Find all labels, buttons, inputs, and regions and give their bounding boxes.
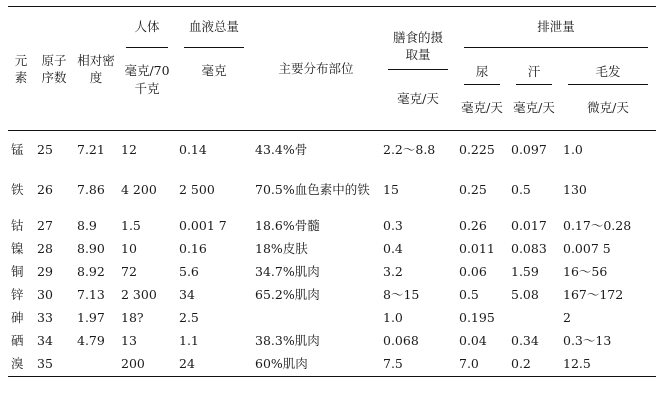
cell-atomic-number: 35 <box>37 355 53 371</box>
cell-urine: 0.225 <box>459 142 495 157</box>
cell-density: 7.13 <box>77 286 105 302</box>
cell-density: 8.9 <box>77 217 97 233</box>
header-excretion: 排泄量 <box>456 7 656 59</box>
cell-blood: 0.001 7 <box>179 217 227 233</box>
cell-sweat: 0.083 <box>511 240 547 256</box>
cell-atomic-number: 27 <box>37 217 53 233</box>
cell-element: 锰 <box>11 142 24 157</box>
cell-sweat: 0.5 <box>511 181 531 197</box>
cell-body: 1.5 <box>121 217 141 233</box>
cell-urine: 0.26 <box>459 217 487 233</box>
table-row <box>8 351 656 377</box>
cell-hair: 0.007 5 <box>563 240 611 256</box>
cell-sweat: 5.08 <box>511 286 539 302</box>
cell-atomic-number: 34 <box>37 332 53 348</box>
cell-distribution: 65.2%肌肉 <box>255 286 320 302</box>
cell-atomic-number: 33 <box>37 309 53 325</box>
cell-blood: 34 <box>179 286 195 302</box>
cell-body: 72 <box>121 263 137 279</box>
cell-element: 铜 <box>11 263 24 279</box>
cell-atomic-number: 26 <box>37 181 53 197</box>
unit-body: 毫克/70千克 <box>118 59 176 131</box>
cell-urine: 0.011 <box>459 240 495 256</box>
cell-density: 8.90 <box>77 240 105 256</box>
header-body: 人体 <box>118 7 176 59</box>
cell-atomic-number: 29 <box>37 263 53 279</box>
header-sweat: 汗 <box>508 59 560 85</box>
cell-sweat: 1.59 <box>511 263 539 279</box>
header-urine: 尿 <box>456 59 508 85</box>
cell-body: 2 300 <box>121 286 157 302</box>
cell-hair: 130 <box>563 181 587 197</box>
table-row <box>8 328 656 351</box>
cell-sweat: 0.34 <box>511 332 539 348</box>
cell-body: 13 <box>121 332 137 348</box>
table-row <box>8 131 656 177</box>
cell-urine: 0.195 <box>459 309 495 325</box>
cell-intake: 3.2 <box>383 263 403 279</box>
table-row <box>8 259 656 282</box>
cell-hair: 0.17～0.28 <box>563 217 632 233</box>
cell-urine: 0.5 <box>459 286 479 302</box>
cell-element: 硒 <box>11 332 24 348</box>
table-body <box>8 131 656 377</box>
cell-density: 4.79 <box>77 332 105 348</box>
cell-blood: 0.16 <box>179 240 207 256</box>
cell-distribution: 70.5%血色素中的铁 <box>255 181 370 197</box>
cell-sweat: 0.2 <box>511 355 531 371</box>
cell-intake: 1.0 <box>383 309 403 325</box>
cell-intake: 0.4 <box>383 240 403 256</box>
cell-distribution: 18.6%骨髓 <box>255 217 320 233</box>
cell-distribution <box>252 305 380 328</box>
unit-urine: 毫克/天 <box>456 85 508 131</box>
cell-blood: 2.5 <box>179 309 199 325</box>
cell-blood: 0.14 <box>179 142 207 157</box>
cell-element: 钴 <box>11 217 24 233</box>
cell-density: 8.92 <box>77 263 105 279</box>
cell-blood: 24 <box>179 355 195 371</box>
cell-distribution: 43.4%骨 <box>255 142 308 157</box>
cell-atomic-number: 30 <box>37 286 53 302</box>
cell-urine: 0.25 <box>459 181 487 197</box>
cell-hair: 167～172 <box>563 286 624 302</box>
cell-urine: 7.0 <box>459 355 479 371</box>
cell-hair: 16～56 <box>563 263 608 279</box>
cell-body: 10 <box>121 240 137 256</box>
cell-density <box>74 351 118 377</box>
trace-element-table <box>8 6 656 377</box>
cell-hair: 2 <box>563 309 571 325</box>
cell-distribution: 18%皮肤 <box>255 240 308 256</box>
cell-distribution: 34.7%肌肉 <box>255 263 320 279</box>
cell-hair: 0.3～13 <box>563 332 612 348</box>
cell-element: 砷 <box>11 309 24 325</box>
cell-body: 12 <box>121 142 137 157</box>
cell-element: 锌 <box>11 286 24 302</box>
header-relative-density: 相对密度 <box>74 7 118 131</box>
cell-hair: 12.5 <box>563 355 591 371</box>
table-row <box>8 282 656 305</box>
header-hair: 毛发 <box>560 59 656 85</box>
cell-urine: 0.06 <box>459 263 487 279</box>
table-row <box>8 305 656 328</box>
unit-intake: 毫克/天 <box>380 85 456 131</box>
header-atomic-number: 原子序数 <box>34 7 74 131</box>
header-element: 元素 <box>8 7 34 131</box>
table-header <box>8 7 656 131</box>
cell-intake: 0.3 <box>383 217 403 233</box>
cell-sweat <box>508 305 560 328</box>
cell-sweat: 0.017 <box>511 217 547 233</box>
cell-intake: 15 <box>383 181 399 197</box>
cell-body: 18? <box>121 309 144 325</box>
cell-atomic-number: 28 <box>37 240 53 256</box>
cell-distribution: 38.3%肌肉 <box>255 332 320 348</box>
header-main-distribution: 主要分布部位 <box>252 7 380 131</box>
cell-density: 7.86 <box>77 181 105 197</box>
unit-hair: 微克/天 <box>560 85 656 131</box>
cell-intake: 2.2～8.8 <box>383 142 436 157</box>
cell-hair: 1.0 <box>563 142 583 157</box>
table-row <box>8 236 656 259</box>
cell-element: 溴 <box>11 355 24 371</box>
unit-sweat: 毫克/天 <box>508 85 560 131</box>
cell-density: 7.21 <box>77 142 105 157</box>
cell-blood: 1.1 <box>179 332 199 348</box>
cell-body: 4 200 <box>121 181 157 197</box>
cell-element: 镍 <box>11 240 24 256</box>
unit-blood: 毫克 <box>176 59 252 131</box>
cell-intake: 7.5 <box>383 355 403 371</box>
header-dietary-intake: 膳食的摄取量 <box>380 7 456 85</box>
cell-distribution: 60%肌肉 <box>255 355 308 371</box>
cell-blood: 5.6 <box>179 263 199 279</box>
cell-atomic-number: 25 <box>37 142 53 157</box>
cell-blood: 2 500 <box>179 181 215 197</box>
cell-intake: 0.068 <box>383 332 419 348</box>
cell-urine: 0.04 <box>459 332 487 348</box>
table-row <box>8 177 656 213</box>
cell-sweat: 0.097 <box>511 142 547 157</box>
cell-element: 铁 <box>11 181 24 197</box>
cell-density: 1.97 <box>77 309 105 325</box>
header-blood-total: 血液总量 <box>176 7 252 59</box>
cell-intake: 8～15 <box>383 286 420 302</box>
table-row <box>8 213 656 236</box>
cell-body: 200 <box>121 355 145 371</box>
